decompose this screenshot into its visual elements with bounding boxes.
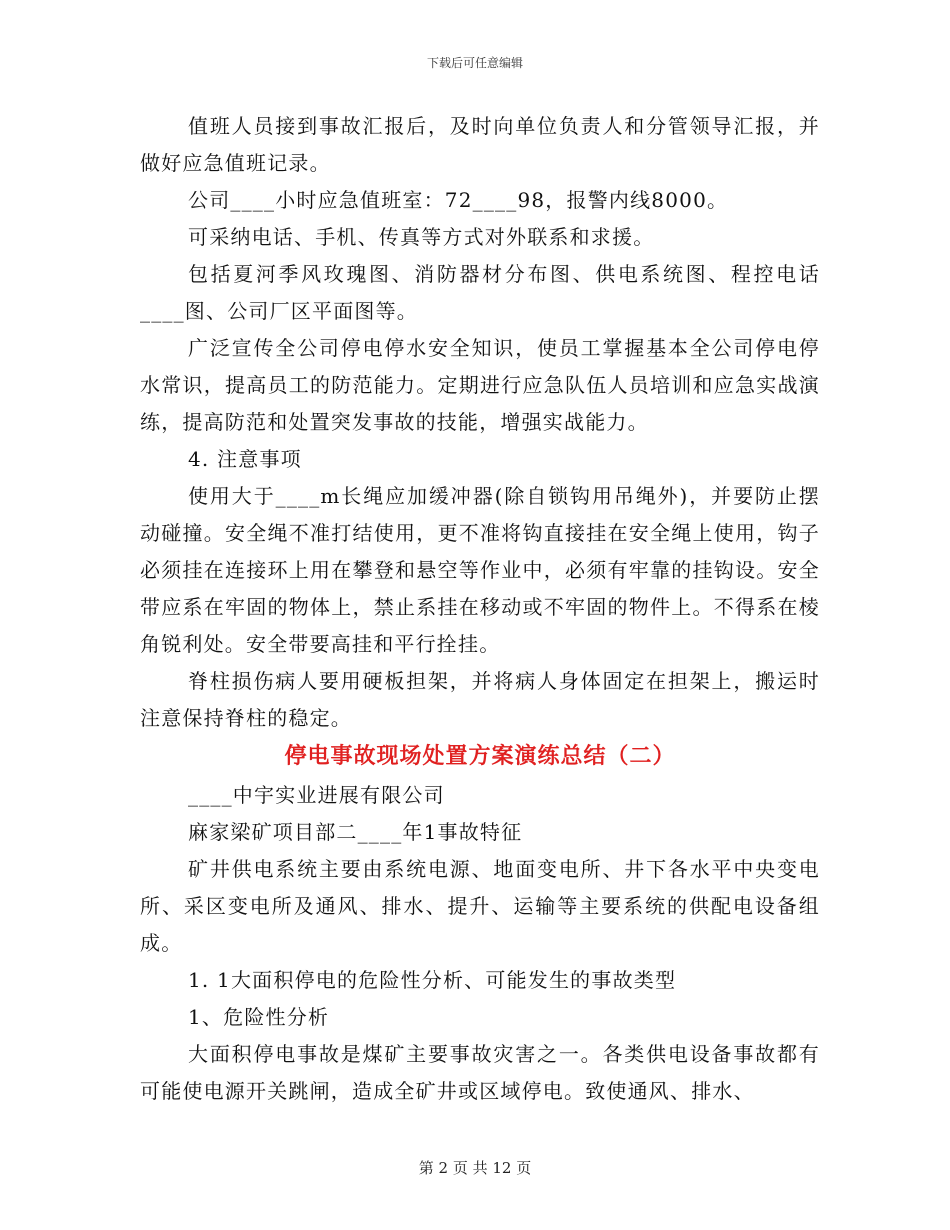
paragraph-company: ____中宇实业进展有限公司 bbox=[188, 783, 445, 807]
paragraph-project: 麻家梁矿项目部二____年1事故特征 bbox=[188, 820, 523, 844]
header-note: 下载后可任意编辑 bbox=[426, 56, 523, 70]
paragraph-blackout: 大面积停电事故是煤矿主要事故灾害之一。各类供电设备事故都有可能使电源开关跳闸，造成全矿井或区域停电。致使通风、排水、 bbox=[140, 1042, 820, 1103]
paragraph-safety-rope: 使用大于____m长绳应加缓冲器(除自锁钩用吊绳外)，并要防止摆动碰撞。安全绳不准打结使用，更不准将钩直接挂在安全绳上使用，钩子必须挂在连接环上用在攀登和悬空等作业中，必须有牢靠的挂钩设。安全带应系在牢固的物体上，禁止系挂在移动或不牢固的物件上。不得系在棱角锐利处。安全带要高挂和平行拴挂。 bbox=[140, 484, 820, 656]
paragraph-risk-heading: 1. 1大面积停电的危险性分析、可能发生的事故类型 bbox=[188, 968, 677, 992]
page-number: 第 2 页 共 12 页 bbox=[418, 1159, 532, 1177]
heading-notes: 4. 注意事项 bbox=[188, 447, 302, 471]
paragraph-risk-analysis: 1、危险性分析 bbox=[188, 1005, 330, 1029]
paragraph-spine-injury: 脊柱损伤病人要用硬板担架，并将病人身体固定在担架上，搬运时注意保持脊柱的稳定。 bbox=[140, 669, 820, 730]
paragraph-duty-report: 值班人员接到事故汇报后，及时向单位负责人和分管领导汇报，并做好应急值班记录。 bbox=[140, 114, 820, 175]
paragraph-maps: 包括夏河季风玫瑰图、消防器材分布图、供电系统图、程控电话____图、公司厂区平面图等。 bbox=[140, 262, 820, 323]
document-body bbox=[140, 108, 820, 1110]
paragraph-duty-phone: 公司____小时应急值班室：72____98，报警内线8000。 bbox=[188, 188, 729, 212]
section-title: 停电事故现场处置方案演练总结（二） bbox=[284, 744, 676, 769]
paragraph-power-system: 矿井供电系统主要由系统电源、地面变电所、井下各水平中央变电所、采区变电所及通风、排水、提升、运输等主要系统的供配电设备组成。 bbox=[140, 857, 820, 955]
paragraph-contact-methods: 可采纳电话、手机、传真等方式对外联系和求援。 bbox=[188, 225, 655, 249]
paragraph-training: 广泛宣传全公司停电停水安全知识，使员工掌握基本全公司停电停水常识，提高员工的防范能力。定期进行应急队伍人员培训和应急实战演练，提高防范和处置突发事故的技能，增强实战能力。 bbox=[140, 336, 820, 434]
